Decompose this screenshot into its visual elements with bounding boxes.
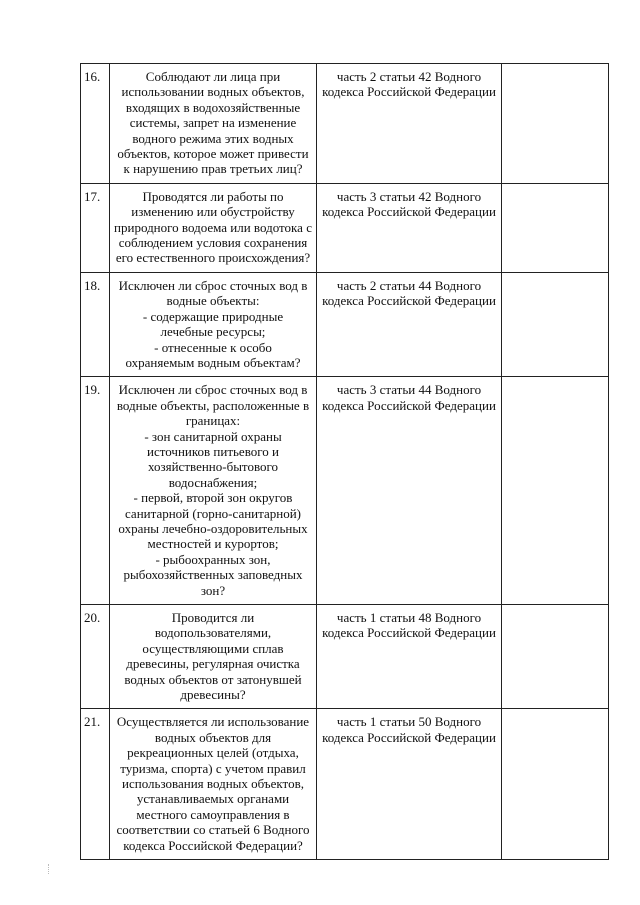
question-line: осуществляющими сплав bbox=[142, 640, 284, 656]
question-line: древесины? bbox=[180, 687, 246, 703]
question-line: санитарной (горно-санитарной) bbox=[125, 505, 301, 521]
question-line: его естественного происхождения? bbox=[115, 250, 311, 266]
question-line: использования водных объектов, bbox=[122, 776, 304, 792]
legal-basis-line: кодекса Российской Федерации bbox=[322, 204, 496, 220]
question-line: древесины, регулярная очистка bbox=[126, 656, 300, 672]
question-cell bbox=[110, 183, 317, 272]
question-line: - отнесенные к особо bbox=[154, 339, 272, 355]
question-line: Проводятся ли работы по bbox=[142, 188, 284, 204]
question-line: Исключен ли сброс сточных вод в bbox=[118, 277, 308, 293]
margin-mark bbox=[48, 864, 50, 874]
checklist-row bbox=[81, 709, 609, 860]
checklist-row bbox=[81, 377, 609, 605]
legal-basis-cell bbox=[317, 709, 502, 860]
question-line: к нарушению прав третьих лиц? bbox=[123, 161, 303, 177]
question-line: - зон санитарной охраны bbox=[144, 428, 282, 444]
checklist-row bbox=[81, 272, 609, 376]
question-line: устанавливаемых органами bbox=[136, 791, 290, 807]
checklist-row bbox=[81, 64, 609, 184]
question-line: лечебные ресурсы; bbox=[160, 324, 266, 340]
legal-basis-line: кодекса Российской Федерации bbox=[322, 293, 496, 309]
legal-basis-cell bbox=[317, 272, 502, 376]
question-line: объектов, которое может привести bbox=[117, 146, 309, 162]
legal-basis-line: кодекса Российской Федерации bbox=[322, 397, 496, 413]
question-line: - первой, второй зон округов bbox=[133, 490, 293, 506]
legal-basis-line: часть 1 статьи 50 Водного bbox=[336, 714, 482, 730]
checklist-body bbox=[81, 64, 609, 860]
row-number: 18. bbox=[81, 272, 110, 376]
question-line: туризма, спорта) с учетом правил bbox=[120, 760, 306, 776]
question-line: - рыбоохранных зон, bbox=[155, 551, 271, 567]
row-number: 20. bbox=[81, 605, 110, 709]
question-line: соблюдением условия сохранения bbox=[118, 235, 308, 251]
legal-basis-line: кодекса Российской Федерации bbox=[322, 729, 496, 745]
answer-cell bbox=[502, 709, 609, 860]
question-line: - содержащие природные bbox=[142, 308, 284, 324]
legal-basis-line: часть 2 статьи 44 Водного bbox=[336, 277, 482, 293]
question-line: изменению или обустройству bbox=[131, 204, 295, 220]
row-number: 21. bbox=[81, 709, 110, 860]
question-line: Проводится ли bbox=[171, 610, 255, 625]
question-line: рыбохозяйственных заповедных bbox=[123, 567, 303, 583]
legal-basis-cell bbox=[317, 605, 502, 709]
legal-basis-line: кодекса Российской Федерации bbox=[322, 84, 496, 100]
question-line: рекреационных целей (отдыха, bbox=[127, 745, 299, 761]
question-line: местного самоуправления в bbox=[136, 806, 290, 822]
question-line: входящих в водохозяйственные bbox=[125, 99, 301, 115]
question-line: системы, запрет на изменение bbox=[129, 115, 297, 131]
legal-basis-cell bbox=[317, 183, 502, 272]
question-line: кодекса Российской Федерации? bbox=[123, 837, 303, 853]
question-cell bbox=[110, 605, 317, 709]
question-line: водного режима этих водных bbox=[132, 130, 294, 146]
question-line: охраны лечебно-оздоровительных bbox=[118, 520, 308, 536]
question-line: охраняемым водным объектам? bbox=[125, 354, 301, 370]
question-line: Исключен ли сброс сточных вод в bbox=[118, 382, 308, 398]
legal-basis-line: часть 3 статьи 42 Водного bbox=[336, 188, 482, 204]
question-line: Соблюдают ли лица при bbox=[145, 69, 281, 84]
question-line: хозяйственно-бытового bbox=[147, 459, 279, 475]
legal-basis-line: часть 1 статьи 48 Водного bbox=[336, 610, 482, 625]
question-line: водные объекты: bbox=[166, 293, 260, 309]
row-number: 19. bbox=[81, 377, 110, 605]
question-line: источников питьевого и bbox=[147, 443, 279, 459]
answer-cell bbox=[502, 272, 609, 376]
question-cell bbox=[110, 377, 317, 605]
question-cell bbox=[110, 64, 317, 184]
question-line: использовании водных объектов, bbox=[121, 84, 305, 100]
question-line: водные объекты, расположенные в bbox=[116, 397, 310, 413]
legal-basis-cell bbox=[317, 64, 502, 184]
question-cell bbox=[110, 709, 317, 860]
question-line: водных объектов от затонувшей bbox=[124, 671, 302, 687]
legal-basis-cell bbox=[317, 377, 502, 605]
legal-basis-line: кодекса Российской Федерации bbox=[322, 625, 496, 641]
question-line: природного водоема или водотока с bbox=[114, 219, 312, 235]
checklist-table bbox=[80, 63, 609, 860]
question-line: зон? bbox=[200, 582, 226, 598]
question-line: границах: bbox=[185, 413, 241, 429]
question-cell bbox=[110, 272, 317, 376]
row-number: 17. bbox=[81, 183, 110, 272]
question-line: водоснабжения; bbox=[168, 474, 258, 490]
checklist-row bbox=[81, 183, 609, 272]
answer-cell bbox=[502, 377, 609, 605]
answer-cell bbox=[502, 64, 609, 184]
answer-cell bbox=[502, 183, 609, 272]
checklist-row bbox=[81, 605, 609, 709]
question-line: Осуществляется ли использование bbox=[116, 714, 310, 730]
question-line: соответствии со статьей 6 Водного bbox=[116, 822, 310, 838]
legal-basis-line: часть 2 статьи 42 Водного bbox=[336, 69, 482, 84]
question-line: водных объектов для bbox=[154, 729, 272, 745]
legal-basis-line: часть 3 статьи 44 Водного bbox=[336, 382, 482, 398]
answer-cell bbox=[502, 605, 609, 709]
question-line: местностей и курортов; bbox=[147, 536, 279, 552]
question-line: водопользователями, bbox=[154, 625, 272, 641]
row-number: 16. bbox=[81, 64, 110, 184]
